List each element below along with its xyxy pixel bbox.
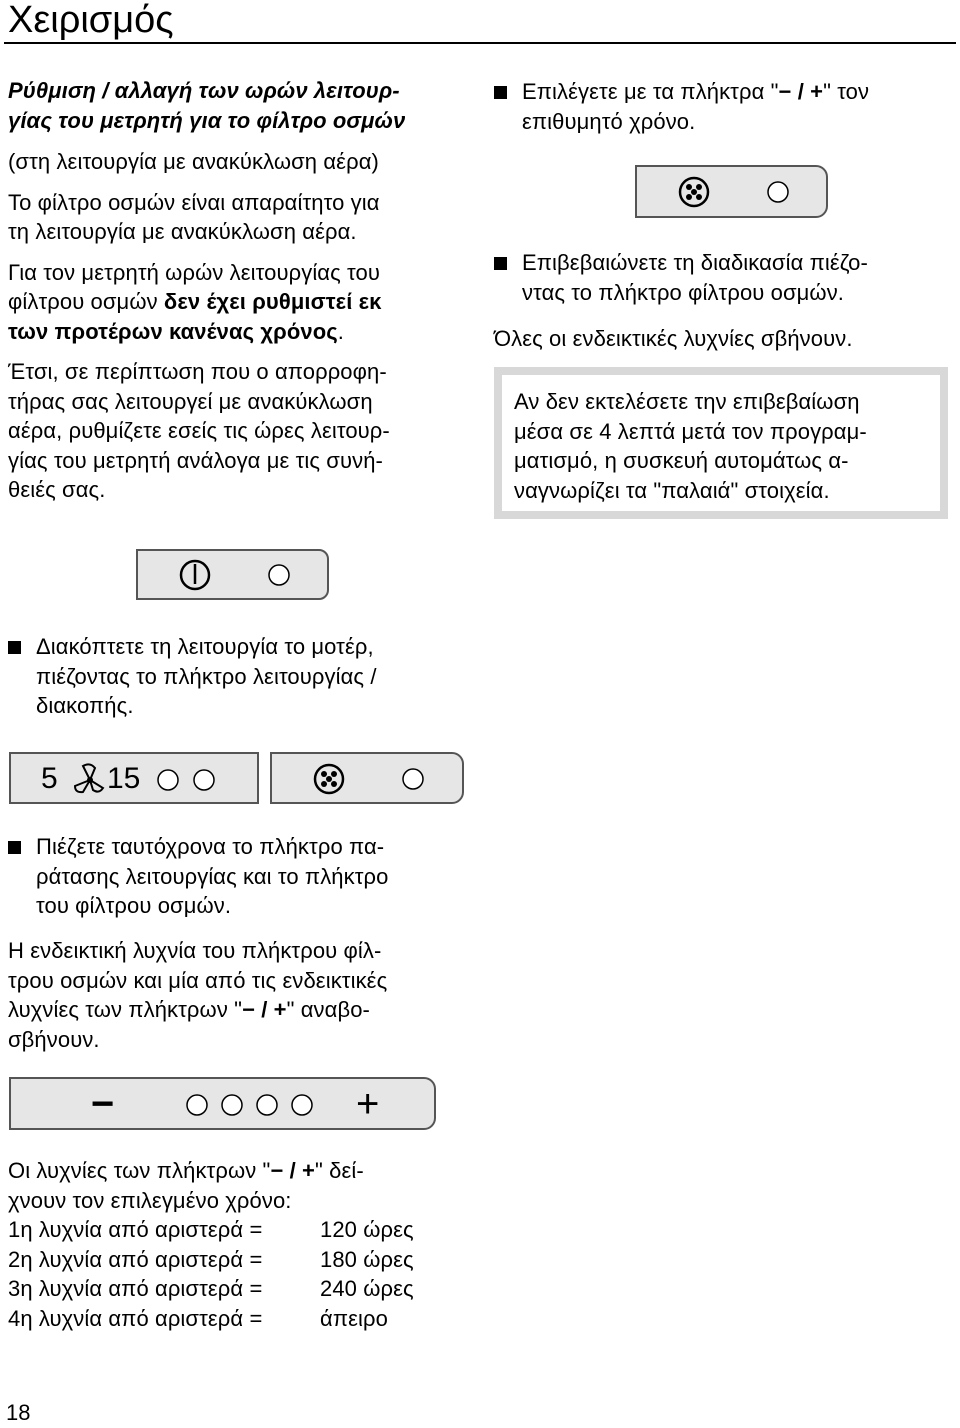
text-line: πιέζοντας το πλήκτρο λειτουργίας / bbox=[36, 663, 377, 689]
indicator-light bbox=[222, 1095, 242, 1115]
control-panel-power bbox=[136, 549, 329, 600]
minus-icon: − bbox=[91, 1082, 115, 1126]
time-value: 180 ώρες bbox=[320, 1246, 414, 1272]
filter-icon bbox=[315, 765, 343, 793]
time-row bbox=[8, 1215, 478, 1245]
text-line: θειές σας. bbox=[8, 477, 106, 502]
fan-icon bbox=[75, 764, 103, 792]
text-line bbox=[8, 317, 478, 347]
text-span: " αναβο- bbox=[286, 997, 370, 1022]
text-line: τρου οσμών και μία από τις ενδεικτικές bbox=[8, 967, 388, 993]
text-span: Οι λυχνίες των πλήκτρων " bbox=[8, 1158, 271, 1183]
bold-text: των προτέρων κανένας χρόνος bbox=[8, 318, 338, 344]
text-line: ράτασης λειτουργίας και το πλήκτρο bbox=[36, 863, 389, 889]
text-line bbox=[522, 77, 960, 107]
time-value: 120 ώρες bbox=[320, 1217, 414, 1242]
text-line: σβήνουν. bbox=[8, 1026, 100, 1052]
text-line: ναγνωρίζει τα "παλαιά" στοιχεία. bbox=[514, 477, 830, 503]
control-panel-odour-filter bbox=[270, 752, 464, 804]
indicator-light bbox=[187, 1095, 207, 1115]
instruction-bullet bbox=[494, 248, 960, 307]
time-row bbox=[8, 1274, 478, 1304]
control-panel-odour-filter bbox=[635, 165, 828, 218]
title-divider bbox=[4, 42, 956, 44]
paragraph bbox=[8, 936, 478, 1054]
text-span: λυχνίες των πλήκτρων " bbox=[8, 997, 243, 1022]
control-panel-minus-plus bbox=[9, 1077, 436, 1130]
bullet-square bbox=[8, 641, 21, 654]
instruction-bullet bbox=[494, 77, 960, 136]
text-line: Για τον μετρητή ωρών λειτουργίας του bbox=[8, 259, 380, 285]
paragraph bbox=[8, 258, 478, 347]
heading-line: Ρύθμιση / αλλαγή των ωρών λειτουρ- bbox=[8, 78, 400, 103]
indicator-light bbox=[257, 1095, 277, 1115]
text-span: Επιλέγετε με τα πλήκτρα " bbox=[522, 79, 779, 104]
text-line bbox=[8, 995, 478, 1025]
text-span: " τον bbox=[823, 79, 870, 104]
text-line bbox=[8, 1156, 478, 1186]
paragraph bbox=[8, 357, 478, 505]
text-line: αέρα, ρυθμίζετε εσείς τις ώρες λειτουρ- bbox=[8, 418, 390, 443]
indicator-light bbox=[194, 770, 214, 790]
text-line: τήρας σας λειτουργεί με ανακύκλωση bbox=[8, 388, 373, 414]
plus-icon: + bbox=[356, 1082, 380, 1126]
text-line: ματισμό, η συσκευή αυτομάτως α- bbox=[514, 448, 849, 473]
section-heading bbox=[8, 76, 478, 135]
instruction-bullet bbox=[8, 632, 506, 721]
text-span: . bbox=[337, 318, 344, 344]
instruction-bullet bbox=[8, 832, 506, 921]
text-line: επιθυμητό χρόνο. bbox=[522, 108, 696, 134]
time-value: 240 ώρες bbox=[320, 1276, 414, 1301]
text-line: Η ενδεικτική λυχνία του πλήκτρου φίλ- bbox=[8, 938, 382, 963]
paragraph: Όλες οι ενδεικτικές λυχνίες σβήνουν. bbox=[494, 326, 853, 351]
text-line: Αν δεν εκτελέσετε την επιβεβαίωση bbox=[514, 389, 860, 414]
indicator-light bbox=[403, 769, 423, 789]
text-line bbox=[8, 287, 478, 317]
indicator-light bbox=[768, 182, 788, 202]
control-panel-fan-run-on bbox=[9, 752, 259, 804]
text-line: ντας το πλήκτρο φίλτρου οσμών. bbox=[522, 279, 845, 305]
paragraph bbox=[8, 188, 478, 247]
text-line: του φίλτρου οσμών. bbox=[36, 893, 232, 918]
power-icon bbox=[181, 561, 209, 589]
text-line: χνουν τον επιλεγμένο χρόνο: bbox=[8, 1187, 292, 1213]
indicator-light bbox=[269, 565, 289, 585]
filter-icon bbox=[680, 178, 708, 206]
left-column-top bbox=[8, 76, 478, 505]
time-label: 2η λυχνία από αριστερά = bbox=[8, 1246, 263, 1272]
paragraph bbox=[8, 1156, 478, 1333]
text-line: Επιβεβαιώνετε τη διαδικασία πιέζο- bbox=[522, 250, 868, 275]
page-number: 18 bbox=[6, 1400, 31, 1425]
warning-note-box bbox=[494, 367, 948, 519]
time-row bbox=[8, 1304, 478, 1334]
text-line: διακοπής. bbox=[36, 693, 134, 718]
text-line: Διακόπτετε τη λειτουργία το μοτέρ, bbox=[36, 634, 374, 659]
bold-text: − / + bbox=[778, 79, 824, 104]
text-line: Το φίλτρο οσμών είναι απαραίτητο για bbox=[8, 189, 380, 215]
bold-text: δεν έχει ρυθμιστεί εκ bbox=[163, 289, 382, 314]
indicator-light bbox=[292, 1095, 312, 1115]
text-span: " δεί- bbox=[315, 1158, 364, 1183]
page-title: Χειρισμός bbox=[8, 0, 174, 41]
fan-speed-5-label: 5 bbox=[41, 762, 58, 795]
text-line: Πιέζετε ταυτόχρονα το πλήκτρο πα- bbox=[36, 834, 385, 859]
text-line: μέσα σε 4 λεπτά μετά τον προγραμ- bbox=[514, 418, 867, 444]
indicator-light bbox=[158, 770, 178, 790]
warning-note-text bbox=[502, 375, 940, 511]
bullet-square bbox=[494, 86, 507, 99]
text-span: φίλτρου οσμών bbox=[8, 289, 164, 314]
time-value: άπειρο bbox=[320, 1305, 388, 1331]
paragraph: (στη λειτουργία με ανακύκλωση αέρα) bbox=[8, 149, 379, 174]
text-line: Έτσι, σε περίπτωση που ο απορροφη- bbox=[8, 359, 387, 384]
fan-speed-15-label: 15 bbox=[107, 762, 141, 795]
time-label: 4η λυχνία από αριστερά = bbox=[8, 1305, 263, 1331]
time-label: 1η λυχνία από αριστερά = bbox=[8, 1217, 263, 1242]
bold-text: − / + bbox=[242, 997, 287, 1022]
bullet-square bbox=[8, 841, 21, 854]
text-line: γίας του μετρητή ανάλογα με τις συνή- bbox=[8, 447, 383, 473]
bullet-square bbox=[494, 257, 507, 270]
heading-line: γίας του μετρητή για το φίλτρο οσμών bbox=[8, 107, 406, 133]
bold-text: − / + bbox=[270, 1158, 316, 1183]
time-row bbox=[8, 1245, 478, 1275]
text-line: τη λειτουργία με ανακύκλωση αέρα. bbox=[8, 219, 357, 244]
time-label: 3η λυχνία από αριστερά = bbox=[8, 1276, 263, 1301]
